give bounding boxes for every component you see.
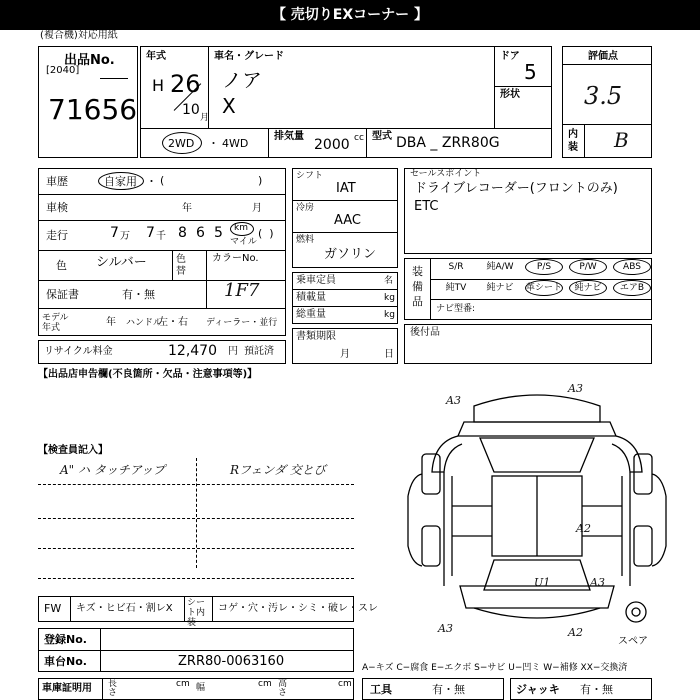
model-type: DBA _ ZRR80G xyxy=(396,135,500,151)
expiry-month: 月 xyxy=(340,349,350,360)
dealer-label: ディーラー・並行 xyxy=(206,318,278,328)
type-label: 型式 xyxy=(372,131,392,142)
equipment-item-circle xyxy=(569,259,607,275)
equipment-item: 革シート xyxy=(525,283,562,293)
chassis-label: 車台No. xyxy=(44,655,87,668)
mileage-km: km xyxy=(234,223,248,233)
grade: X xyxy=(222,94,236,118)
equipment-item-circle xyxy=(525,259,563,275)
year-value: 26 xyxy=(170,70,201,98)
rating-value: 3.5 xyxy=(584,82,623,110)
shift-label: シフト xyxy=(296,171,324,181)
month-unit: 月 xyxy=(200,113,210,123)
color-no-label: カラーNo. xyxy=(212,253,259,264)
inspection-month-unit: 月 xyxy=(252,203,262,214)
cert-height-cm: cm xyxy=(338,679,352,689)
mileage-paren: ( ) xyxy=(258,227,274,240)
load-unit: kg xyxy=(384,293,395,303)
recycle-unit: 円 xyxy=(228,346,238,357)
damage-mark-rear-center: U1 xyxy=(534,576,551,589)
shift-value: IAT xyxy=(336,181,356,196)
cert-label: 車庫証明用 xyxy=(42,683,92,694)
after-parts-box xyxy=(404,324,652,364)
chassis-value: ZRR80-0063160 xyxy=(178,654,285,669)
nav-model-label: ナビ型番: xyxy=(436,304,476,314)
gross-unit: kg xyxy=(384,310,395,320)
lot-label: 出品No. xyxy=(64,53,115,68)
equipment-item: 純ナビ xyxy=(574,283,602,293)
color-value: シルバー xyxy=(96,255,147,270)
mileage-mile: マイル xyxy=(230,237,257,247)
lot-code: [2040] xyxy=(46,65,80,76)
car-damage-diagram xyxy=(404,376,670,666)
equipment-item: S/R xyxy=(448,262,464,272)
gross-label: 総重量 xyxy=(296,309,326,320)
load-label: 積載量 xyxy=(296,292,326,303)
recycle-amount: 12,470 xyxy=(168,343,217,359)
model-year-unit: 年 xyxy=(106,317,116,328)
tools-label: 工具 xyxy=(370,683,392,696)
expiry-label: 書類期限 xyxy=(296,331,336,342)
cert-length-cm: cm xyxy=(176,679,190,689)
seat-label: シート内装 xyxy=(187,598,206,628)
mileage-u2: 千 xyxy=(156,231,166,242)
fw-label: FW xyxy=(44,602,62,615)
history-paren-close: ) xyxy=(258,174,263,187)
inspector-label: 【検査員記入】 xyxy=(38,445,108,456)
equipment-item: ABS xyxy=(623,262,641,272)
cert-length: 長さ xyxy=(108,679,118,698)
mileage-d5: 5 xyxy=(214,225,223,241)
equipment-item-circle xyxy=(613,259,651,275)
cert-width-cm: cm xyxy=(258,679,272,689)
banner-title: 【 売切りEXコーナー 】 xyxy=(271,7,429,23)
sales-line1: ドライブレコーダー(フロントのみ) xyxy=(414,181,618,196)
fuel-label: 燃料 xyxy=(296,235,315,245)
fuel-value: ガソリン xyxy=(324,247,377,262)
aircon-label: 冷房 xyxy=(296,203,315,213)
equipment-label: 装備品 xyxy=(412,265,423,308)
cert-width: 幅 xyxy=(196,683,206,693)
era: H xyxy=(152,76,165,95)
equipment-item: P/S xyxy=(536,262,552,272)
drive-2wd: 2WD xyxy=(168,137,195,150)
tools-value: 有・無 xyxy=(432,683,465,696)
equipment-item: 純A/W xyxy=(486,262,514,272)
color-no: 1F7 xyxy=(224,280,260,301)
history-label: 車歴 xyxy=(46,175,68,188)
top-note: (複合機)対応用紙 xyxy=(40,30,118,41)
inspection-label: 車検 xyxy=(46,201,68,214)
shape-label: 形状 xyxy=(500,89,520,100)
damage-mark-rear-bumper: A2 xyxy=(568,626,583,639)
mileage-d2: 7 xyxy=(146,225,155,241)
damage-mark-rear-right: A3 xyxy=(590,576,605,589)
warranty-value: 有・無 xyxy=(122,288,155,301)
mileage-d3: 8 xyxy=(178,225,187,241)
drive-dot: ・ xyxy=(208,137,219,150)
equipment-item: 純TV xyxy=(445,283,467,293)
cert-height: 高さ xyxy=(278,679,288,698)
color-change-label: 色替 xyxy=(176,254,186,277)
lot-number: 71656 xyxy=(48,93,138,126)
after-parts-label: 後付品 xyxy=(410,327,440,338)
displacement-label: 排気量 xyxy=(274,131,304,142)
history-dot: ・ xyxy=(146,175,157,188)
damage-mark-rear-left: A3 xyxy=(438,622,453,635)
passengers-label: 乗車定員 xyxy=(296,275,336,286)
sales-line2: ETC xyxy=(414,199,439,214)
exhibitor-note: 【出品店申告欄(不良箇所・欠品・注意事項等)】 xyxy=(38,369,258,380)
damage-mark-front-right: A3 xyxy=(568,382,583,395)
equipment-item-circle xyxy=(613,280,651,296)
color-label: 色 xyxy=(56,259,67,272)
warranty-label: 保証書 xyxy=(46,288,79,301)
mileage-u1: 万 xyxy=(120,231,130,242)
lot-underline xyxy=(100,78,128,79)
spare-label: スペア xyxy=(618,636,648,647)
recycle-label: リサイクル料金 xyxy=(44,346,113,357)
handle-value: 左・右 xyxy=(158,317,188,328)
jack-label: ジャッキ xyxy=(516,683,560,696)
equipment-item-circle xyxy=(525,280,563,296)
history-value: 自家用 xyxy=(104,175,137,188)
inspector-note1: A" ハ タッチアップ xyxy=(60,463,165,477)
history-paren-open: ( xyxy=(160,174,165,187)
car-name: ノア xyxy=(222,68,262,92)
expiry-day: 日 xyxy=(384,349,394,360)
month-value: 10 xyxy=(182,102,200,118)
damage-mark-front-left: A3 xyxy=(446,394,461,407)
recycle-status: 預託済 xyxy=(244,346,274,357)
damage-mark-right-door: A2 xyxy=(576,522,591,535)
drive-4wd: 4WD xyxy=(222,137,249,150)
diagram-legend: A−キズ C−腐食 E−エクボ S−サビ U−凹ミ W−補修 XX−交換済 xyxy=(362,663,628,673)
inspection-year-unit: 年 xyxy=(182,203,192,214)
interior-value: B xyxy=(614,128,629,152)
jack-value: 有・無 xyxy=(580,683,613,696)
seat-items: コゲ・穴・汚レ・シミ・破レ・スレ xyxy=(218,603,378,614)
model-year-label: モデル年式 xyxy=(42,313,69,333)
mileage-d4: 6 xyxy=(196,225,205,241)
equipment-item-circle xyxy=(569,280,607,296)
mileage-d1: 7 xyxy=(110,225,119,241)
equipment-item: 純ナビ xyxy=(486,283,514,293)
interior-label: 内装 xyxy=(568,129,578,153)
inspector-note2: Rフェンダ 交とび xyxy=(230,463,326,477)
year-label: 年式 xyxy=(146,51,166,62)
fw-items: キズ・ヒビ石・割レX xyxy=(76,603,173,614)
displacement-unit: cc xyxy=(354,133,364,143)
doors: 5 xyxy=(524,60,537,84)
passengers-unit: 名 xyxy=(384,276,394,286)
door-label: ドア xyxy=(500,51,520,62)
handle-label: ハンドル xyxy=(126,318,163,328)
name-label: 車名・グレード xyxy=(214,51,284,62)
equipment-item: P/W xyxy=(579,262,597,272)
displacement: 2000 xyxy=(314,137,350,153)
aircon-value: AAC xyxy=(334,213,361,228)
mileage-label: 走行 xyxy=(46,229,68,242)
sales-label: セールスポイント xyxy=(410,169,482,179)
equipment-item: エアB xyxy=(619,283,645,293)
registration-label: 登録No. xyxy=(44,633,87,646)
rating-label: 評価点 xyxy=(588,51,618,62)
